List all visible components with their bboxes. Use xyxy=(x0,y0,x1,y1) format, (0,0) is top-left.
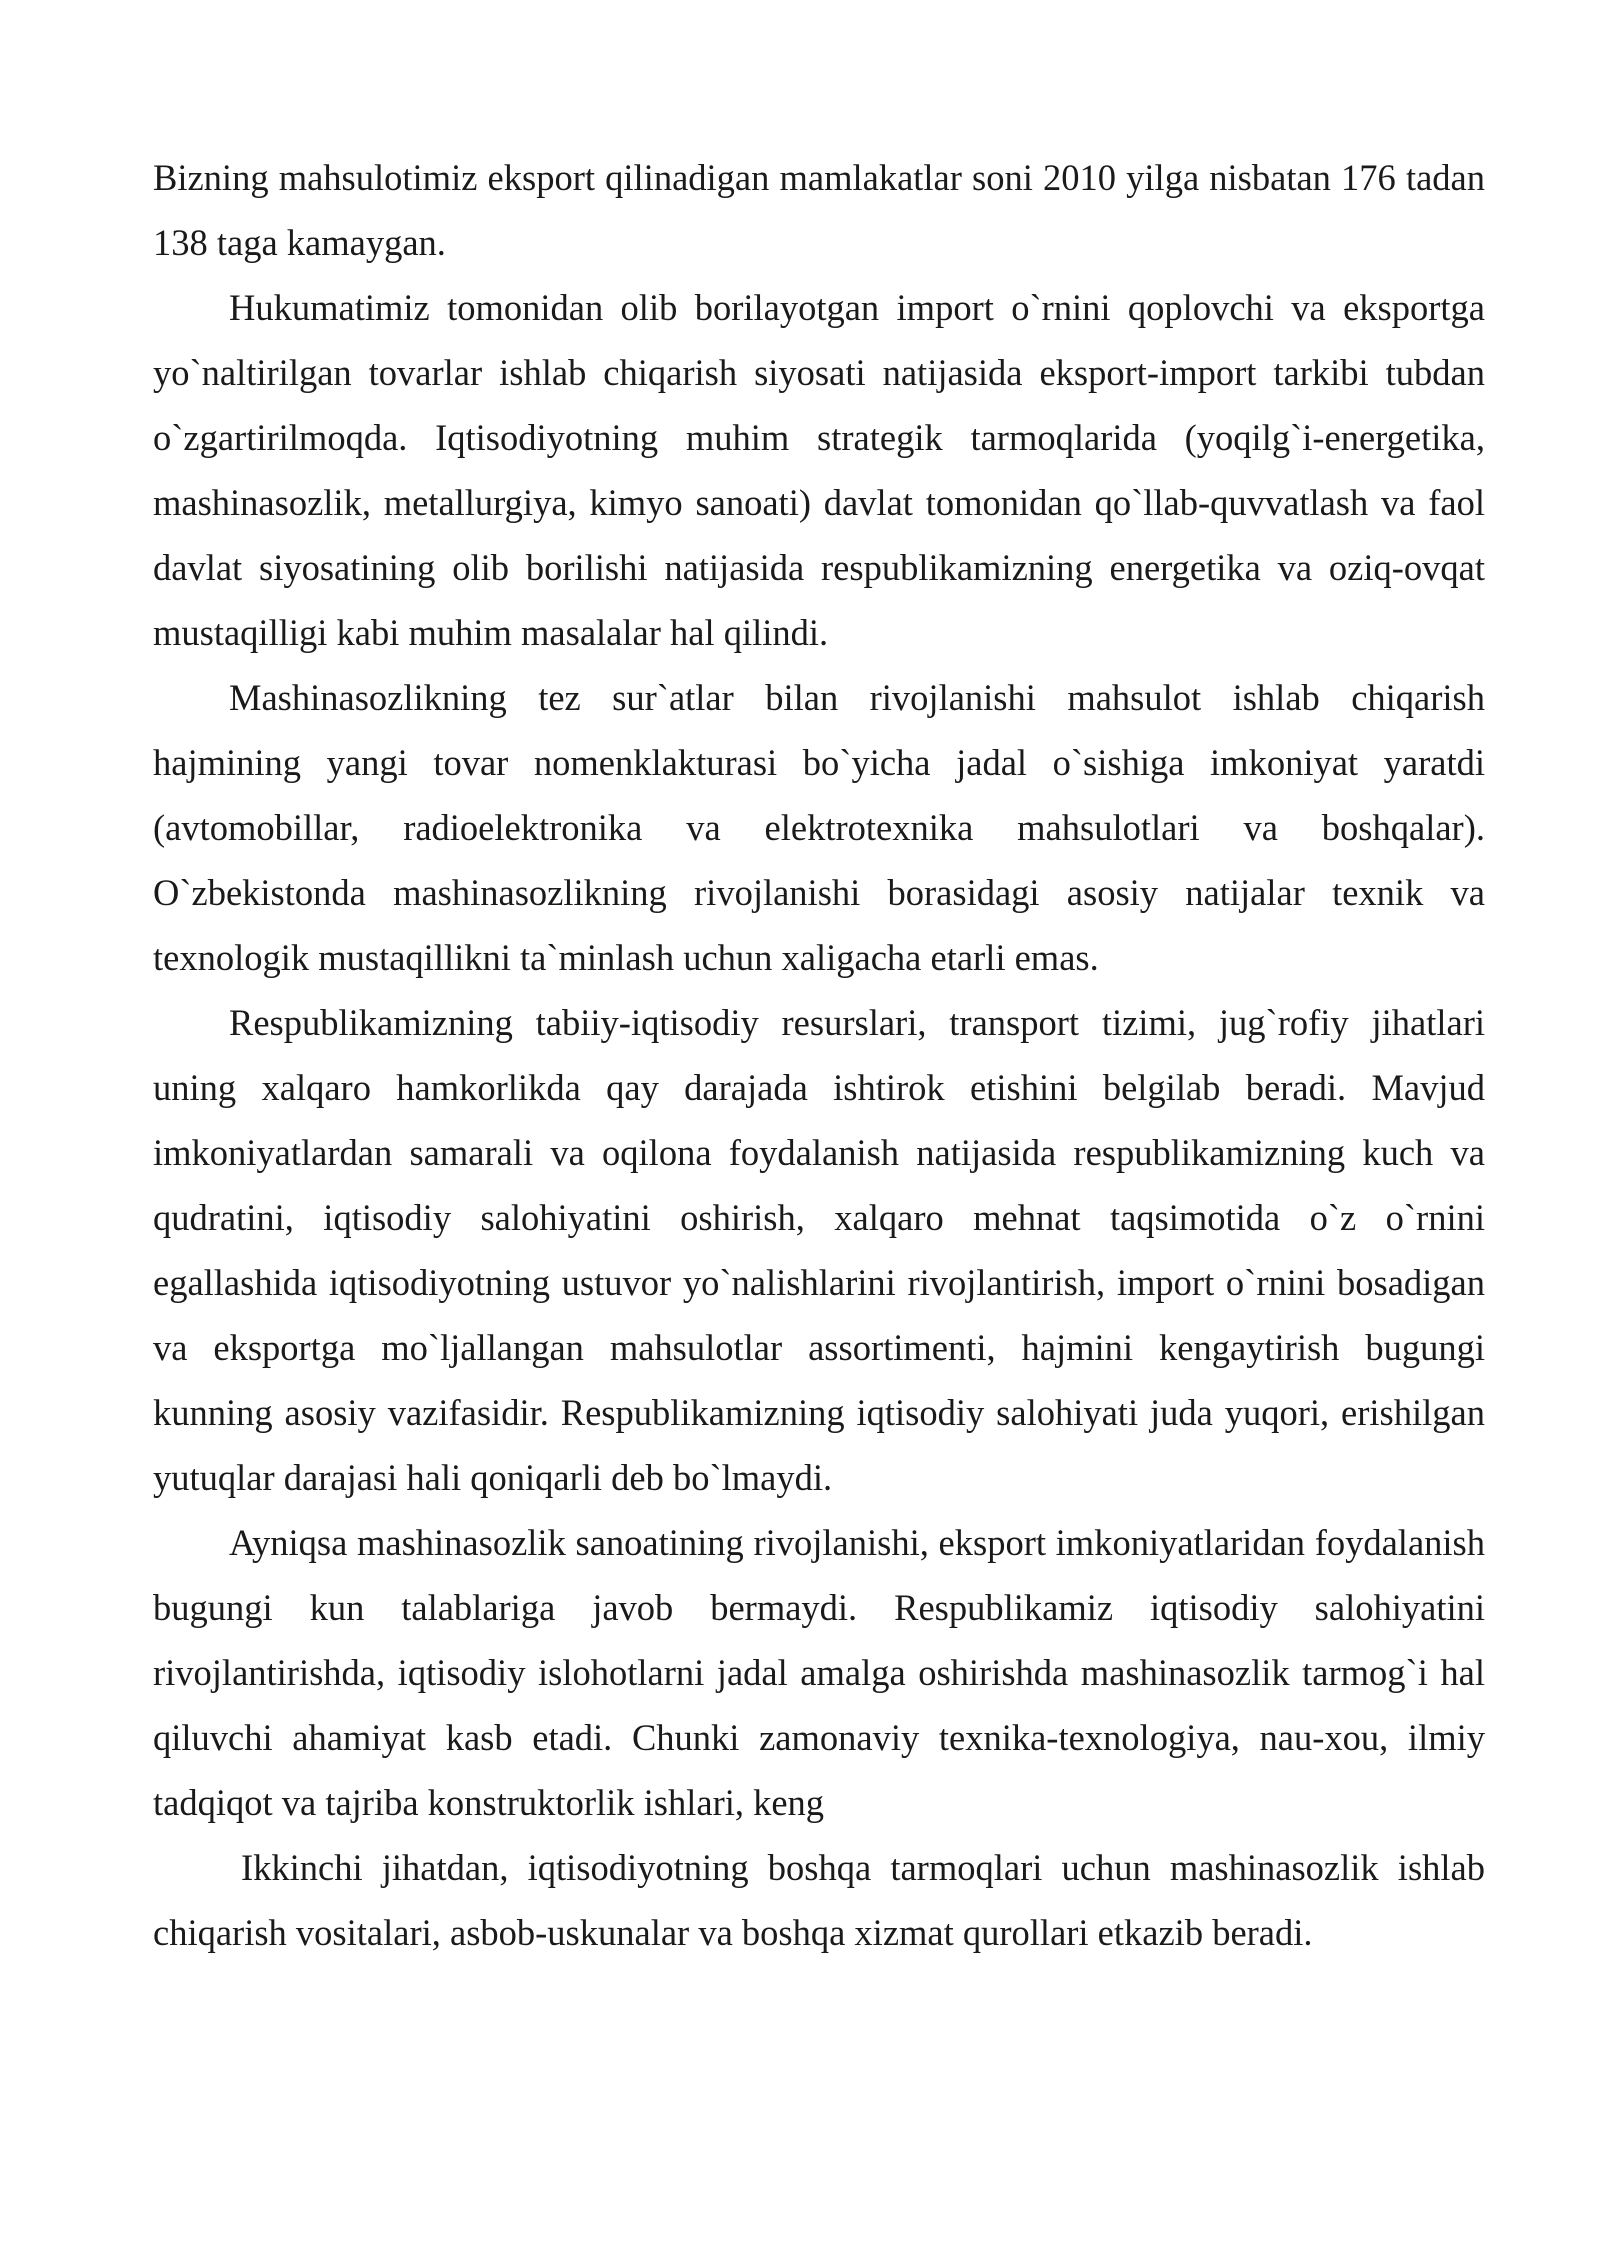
paragraph-machine-building-growth: Mashinasozlikning tez sur`atlar bilan rivojlanishi mahsulot ishlab chiqarish hajmining yangi tovar nomenklakturasi bo`yicha jadal o`sishiga imkoniyat yaratdi (avtomobillar, radioelektronika va elektrotexnika mahsulotlari va boshqalar). O`zbekistonda mashinasozlikning rivojlanishi borasidagi asosiy natijalar texnik va texnologik mustaqillikni ta`minlash uchun xaligacha etarli emas. xyxy=(153,677,1485,978)
paragraph-natural-resources: Respublikamizning tabiiy-iqtisodiy resurslari, transport tizimi, jug`rofiy jihatlari uning xalqaro hamkorlikda qay darajada ishtirok etishini belgilab beradi. Mavjud imkoniyatlardan samarali va oqilona foydalanish natijasida respublikamizning kuch va qudratini, iqtisodiy salohiyatini oshirish, xalqaro mehnat taqsimotida o`z o`rnini egallashida iqtisodiyotning ustuvor yo`nalishlarini rivojlantirish, import o`rnini bosadigan va eksportga mo`ljallangan mahsulotlar assortimenti, hajmini kengaytirish bugungi kunning asosiy vazifasidir. Respublikamizning iqtisodiy salohiyati juda yuqori, erishilgan yutuqlar darajasi hali qoniqarli deb bo`lmaydi. xyxy=(153,1002,1485,1498)
paragraph-import-substitution: Hukumatimiz tomonidan olib borilayotgan import o`rnini qoplovchi va eksportga yo`naltirilgan tovarlar ishlab chiqarish siyosati natijasida eksport-import tarkibi tubdan o`zgartirilmoqda. Iqtisodiyotning muhim strategik tarmoqlarida (yoqilg`i-energetika, mashinasozlik, metallurgiya, kimyo sanoati) davlat tomonidan qo`llab-quvvatlash va faol davlat siyosatining olib borilishi natijasida respublikamizning energetika va oziq-ovqat mustaqilligi kabi muhim masalalar hal qilindi. xyxy=(153,287,1485,653)
document-page xyxy=(153,145,1485,1965)
paragraph-export-countries: Bizning mahsulotimiz eksport qilinadigan mamlakatlar soni 2010 yilga nisbatan 176 tadan 138 taga kamaygan. xyxy=(153,157,1485,263)
paragraph-export-opportunities: Ayniqsa mashinasozlik sanoatining rivojlanishi, eksport imkoniyatlaridan foydalanish bugungi kun talablariga javob bermaydi. Respublikamiz iqtisodiy salohiyatini rivojlantirishda, iqtisodiy islohotlarni jadal amalga oshirishda mashinasozlik tarmog`i hal qiluvchi ahamiyat kasb etadi. Chunki zamonaviy texnika-texnologiya, nau-xou, ilmiy tadqiqot va tajriba konstruktorlik ishlari, keng xyxy=(153,1522,1485,1823)
paragraph-production-means: Ikkinchi jihatdan, iqtisodiyotning boshqa tarmoqlari uchun mashinasozlik ishlab chiqarish vositalari, asbob-uskunalar va boshqa xizmat qurollari etkazib beradi. xyxy=(153,1847,1485,1953)
